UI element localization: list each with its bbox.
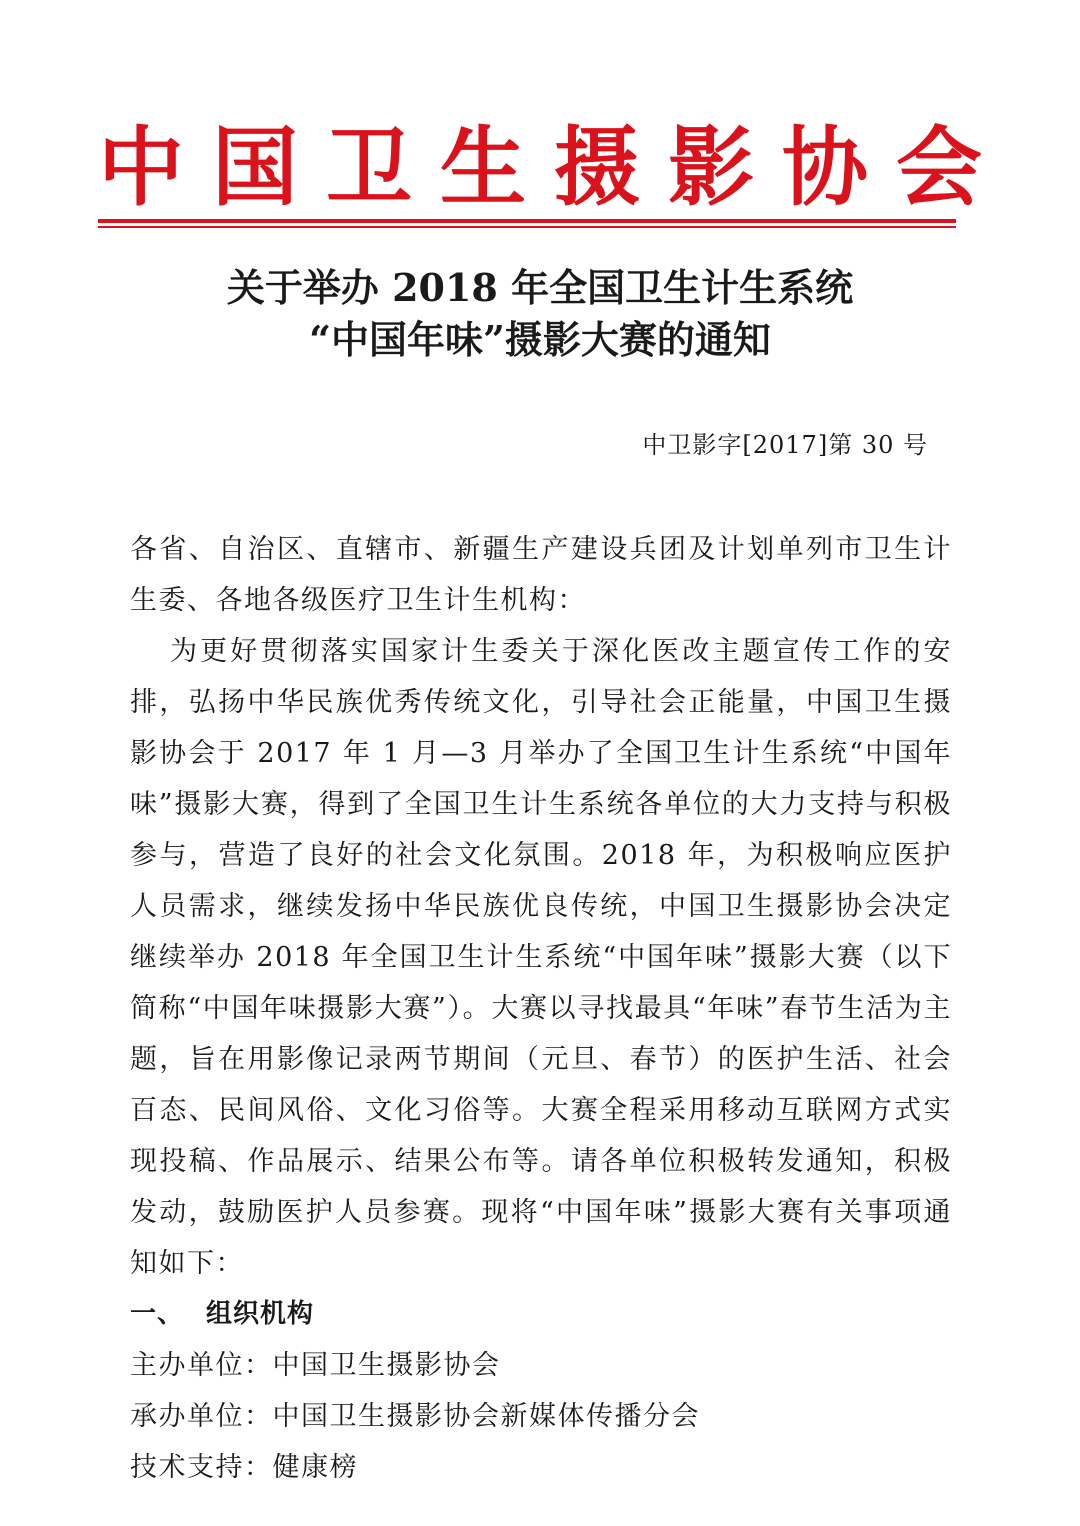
masthead-title: 中国卫生摄影协会 <box>98 117 1010 218</box>
body-paragraph: 为更好贯彻落实国家计生委关于深化医改主题宣传工作的安排，弘扬中华民族优秀传统文化，引导社会正能量，中国卫生摄影协会于 2017 年 1 月—3 月举办了全国卫生计生系统“中国年味”摄影大赛，得到了全国卫生计生系统各单位的大力支持与积极参与，营造了良好的社会文化氛围。2018 年，为积极响应医护人员需求，继续发扬中华民族优良传统，中国卫生摄影协会决定继续举办 2018 年全国卫生计生系统“中国年味”摄影大赛（以下简称“中国年味摄影大赛”）。大赛以寻找最具“年味”春节生活为主题，旨在用影像记录两节期间（元旦、春节）的医护生活、社会百态、民间风俗、文化习俗等。大赛全程采用移动互联网方式实现投稿、作品展示、结果公布等。请各单位积极转发通知，积极发动，鼓励医护人员参赛。现将“中国年味”摄影大赛有关事项通知如下： <box>130 636 952 1279</box>
addressee: 各省、自治区、直辖市、新疆生产建设兵团及计划单列市卫生计生委、各地各级医疗卫生计生机构： <box>130 534 952 616</box>
document-title <box>0 262 1080 366</box>
red-divider-thin <box>98 226 956 228</box>
document-title-line-2: “中国年味”摄影大赛的通知 <box>309 317 771 362</box>
red-divider-thick <box>98 219 956 223</box>
document-title-line-1: 关于举办 2018 年全国卫生计生系统 <box>226 265 854 310</box>
organizer-line: 主办单位：中国卫生摄影协会 <box>130 1350 501 1381</box>
co-organizer-line: 承办单位：中国卫生摄影协会新媒体传播分会 <box>130 1401 700 1432</box>
section-number: 一、 <box>130 1299 185 1329</box>
tech-support-line: 技术支持：健康榜 <box>130 1452 358 1483</box>
document-number: 中卫影字[2017]第 30 号 <box>642 431 928 459</box>
section-heading <box>130 1289 952 1340</box>
document-body <box>130 524 952 1493</box>
section-title: 组织机构 <box>206 1299 315 1329</box>
